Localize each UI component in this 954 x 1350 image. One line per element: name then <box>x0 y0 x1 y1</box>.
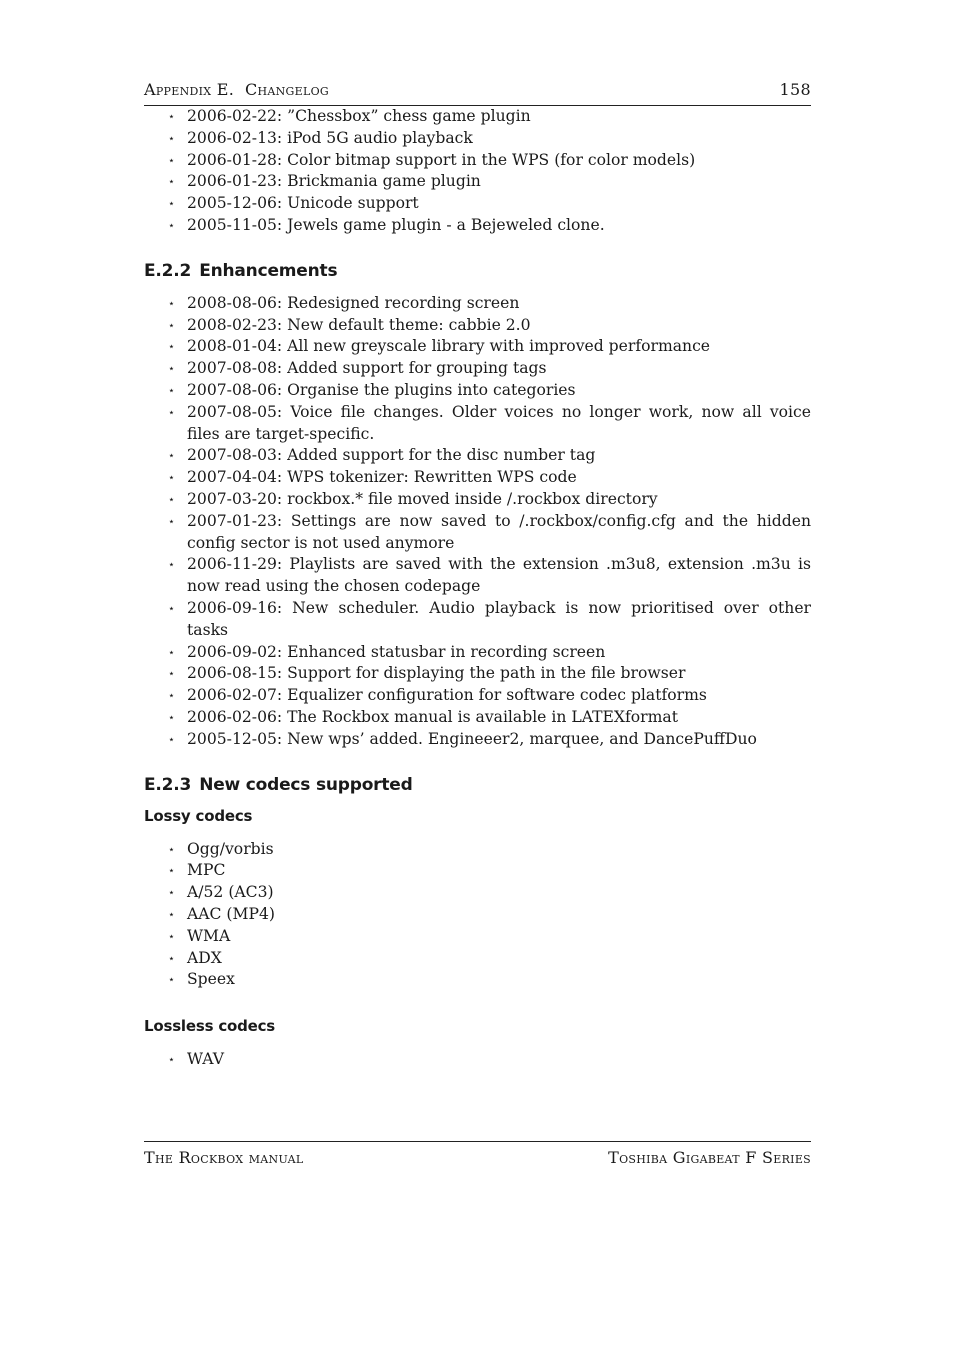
list-item-text: 2005-11-05: Jewels game plugin - a Bejeweled clone. <box>187 215 605 234</box>
list-item <box>168 1049 811 1071</box>
enhancements-list <box>144 293 811 751</box>
list-item-text: AAC (MP4) <box>187 904 275 923</box>
list-item-text: 2006-02-22: ”Chessbox” chess game plugin <box>187 107 531 125</box>
bullet-star-icon: ⋆ <box>168 218 175 232</box>
list-item-text: 2006-08-15: Support for displaying the path in the file browser <box>187 664 686 683</box>
list-item-text: 2007-08-08: Added support for grouping tags <box>187 359 547 378</box>
list-item <box>168 336 811 358</box>
list-item-text: 2007-04-04: WPS tokenizer: Rewritten WPS code <box>187 468 577 487</box>
page-body <box>144 80 811 1071</box>
bullet-star-icon: ⋆ <box>168 449 175 463</box>
list-item-text: 2006-01-28: Color bitmap support in the WPS (for color models) <box>187 150 696 169</box>
list-item <box>168 729 811 751</box>
section-title: Enhancements <box>199 260 338 281</box>
section-title: New codecs supported <box>199 774 413 795</box>
bullet-star-icon: ⋆ <box>168 471 175 485</box>
list-item <box>168 904 811 926</box>
bullet-star-icon: ⋆ <box>168 197 175 211</box>
list-item-text: Speex <box>187 970 235 989</box>
list-item-text: MPC <box>187 861 226 880</box>
list-item-text: 2007-03-20: rockbox.* file moved inside /.rockbox directory <box>187 489 658 508</box>
section-heading-codecs <box>144 775 811 795</box>
list-item <box>168 106 811 128</box>
bullet-star-icon: ⋆ <box>168 362 175 376</box>
list-item-text: 2008-01-04: All new greyscale library with improved performance <box>187 337 711 356</box>
bullet-star-icon: ⋆ <box>168 514 175 528</box>
page-number: 158 <box>779 80 811 99</box>
bullet-star-icon: ⋆ <box>168 864 175 878</box>
subsection-heading-lossy: Lossy codecs <box>144 806 253 825</box>
bullet-star-icon: ⋆ <box>168 558 175 572</box>
header-title <box>144 80 329 99</box>
list-item <box>168 358 811 380</box>
list-item <box>168 467 811 489</box>
list-item <box>168 489 811 511</box>
list-item-text: 2008-02-23: New default theme: cabbie 2.0 <box>187 315 531 334</box>
list-item <box>168 685 811 707</box>
bullet-star-icon: ⋆ <box>168 405 175 419</box>
list-item <box>168 293 811 315</box>
list-item-text: 2006-02-07: Equalizer configuration for software codec platforms <box>187 686 707 705</box>
bullet-star-icon: ⋆ <box>168 929 175 943</box>
list-item-text: 2007-08-06: Organise the plugins into categories <box>187 380 576 399</box>
list-item <box>168 948 811 970</box>
list-item-text: 2005-12-05: New wps’ added. Engineeer2, marquee, and DancePuffDuo <box>187 729 757 748</box>
bullet-star-icon: ⋆ <box>168 175 175 189</box>
section-number: E.2.3 <box>144 774 192 795</box>
header-chapter: Appendix E. <box>144 80 235 99</box>
header-chapter-title: Changelog <box>244 80 329 99</box>
list-item-text: 2006-02-13: iPod 5G audio playback <box>187 128 473 147</box>
bullet-star-icon: ⋆ <box>168 973 175 987</box>
bullet-star-icon: ⋆ <box>168 296 175 310</box>
bullet-star-icon: ⋆ <box>168 383 175 397</box>
bullet-star-icon: ⋆ <box>168 153 175 167</box>
list-item-text: 2006-01-23: Brickmania game plugin <box>187 172 481 191</box>
intro-list <box>144 106 811 237</box>
bullet-star-icon: ⋆ <box>168 645 175 659</box>
bullet-star-icon: ⋆ <box>168 340 175 354</box>
list-item <box>168 860 811 882</box>
bullet-star-icon: ⋆ <box>168 667 175 681</box>
list-item <box>168 380 811 402</box>
section-heading-enhancements <box>144 261 811 281</box>
list-item-text: 2007-01-23: Settings are now saved to /.rockbox/config.cfg and the hidden config sector is not used anymore <box>187 511 811 552</box>
list-item-text: 2007-08-05: Voice file changes. Older voices no longer work, now all voice files are target-specific. <box>187 402 811 443</box>
lossless-codecs-list <box>144 1049 811 1071</box>
list-item <box>168 128 811 150</box>
list-item-text: 2006-09-16: New scheduler. Audio playback is now prioritised over other tasks <box>187 598 811 639</box>
list-item <box>168 445 811 467</box>
list-item-text: 2008-08-06: Redesigned recording screen <box>187 293 520 312</box>
lossy-codecs-list <box>144 839 811 992</box>
bullet-star-icon: ⋆ <box>168 689 175 703</box>
list-item <box>168 511 811 555</box>
list-item <box>168 969 811 991</box>
list-item <box>168 642 811 664</box>
list-item <box>168 839 811 861</box>
footer-right: Toshiba Gigabeat F Series <box>608 1148 811 1167</box>
bullet-star-icon: ⋆ <box>168 318 175 332</box>
bullet-star-icon: ⋆ <box>168 601 175 615</box>
footer-left: The Rockbox manual <box>144 1148 304 1167</box>
list-item-text: A/52 (AC3) <box>187 883 274 902</box>
list-item <box>168 663 811 685</box>
subsection-heading-lossless: Lossless codecs <box>144 1017 276 1036</box>
bullet-star-icon: ⋆ <box>168 492 175 506</box>
list-item <box>168 707 811 729</box>
bullet-star-icon: ⋆ <box>168 131 175 145</box>
list-item <box>168 171 811 193</box>
list-item-text: 2006-02-06: The Rockbox manual is available in LATEXformat <box>187 707 678 726</box>
running-header <box>144 80 811 106</box>
list-item-text: WAV <box>187 1050 224 1069</box>
list-item <box>168 598 811 642</box>
bullet-star-icon: ⋆ <box>168 710 175 724</box>
bullet-star-icon: ⋆ <box>168 886 175 900</box>
list-item <box>168 402 811 446</box>
bullet-star-icon: ⋆ <box>168 907 175 921</box>
list-item-text: 2006-09-02: Enhanced statusbar in recording screen <box>187 642 606 661</box>
bullet-star-icon: ⋆ <box>168 842 175 856</box>
list-item-text: ADX <box>187 948 222 967</box>
bullet-star-icon: ⋆ <box>168 732 175 746</box>
list-item-text: 2007-08-03: Added support for the disc number tag <box>187 446 596 465</box>
section-number: E.2.2 <box>144 260 192 281</box>
list-item-text: 2005-12-06: Unicode support <box>187 194 419 213</box>
running-footer <box>144 1141 811 1167</box>
bullet-star-icon: ⋆ <box>168 951 175 965</box>
list-item <box>168 193 811 215</box>
bullet-star-icon: ⋆ <box>168 1053 175 1067</box>
bullet-star-icon: ⋆ <box>168 110 175 123</box>
list-item <box>168 554 811 598</box>
list-item-text: 2006-11-29: Playlists are saved with the extension .m3u8, extension .m3u is now read using the chosen codepage <box>187 555 811 596</box>
list-item-text: WMA <box>187 926 231 945</box>
list-item <box>168 882 811 904</box>
list-item <box>168 926 811 948</box>
list-item-text: Ogg/vorbis <box>187 839 274 858</box>
list-item <box>168 215 811 237</box>
list-item <box>168 150 811 172</box>
list-item <box>168 315 811 337</box>
